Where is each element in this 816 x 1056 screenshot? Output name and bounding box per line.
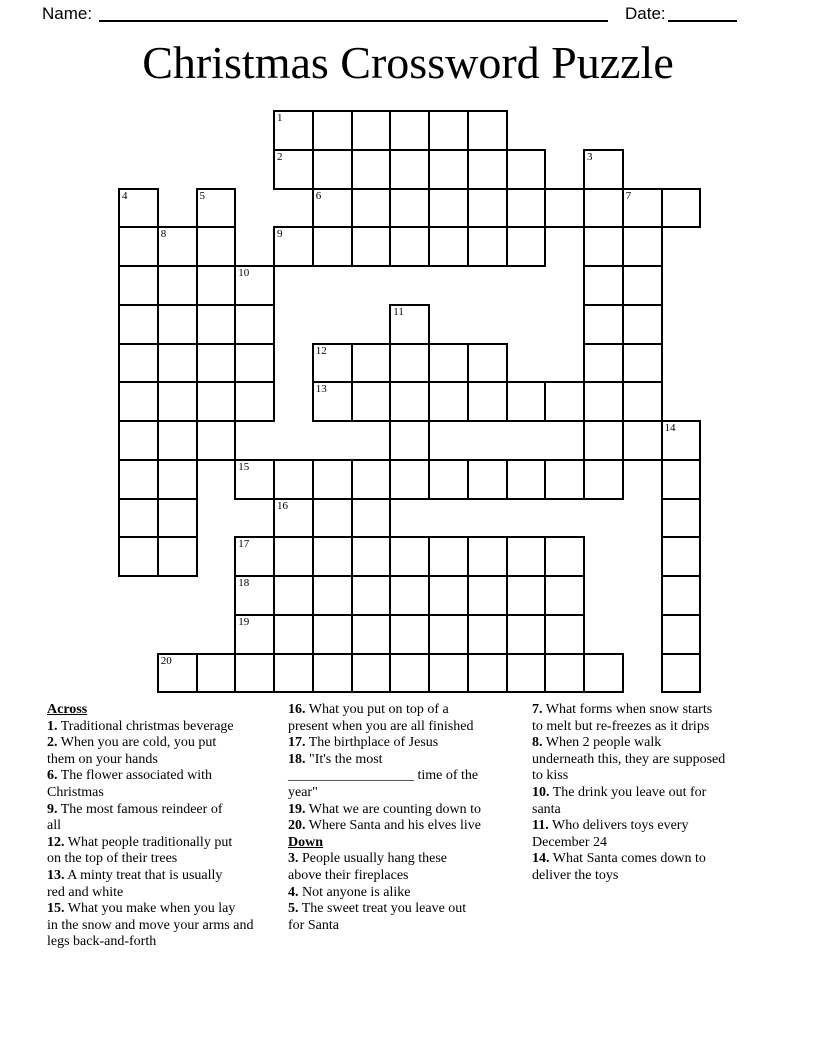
crossword-cell [389, 343, 430, 384]
clue-18 [288, 752, 532, 802]
crossword-cell [351, 614, 392, 655]
crossword-cell [506, 381, 547, 422]
crossword-cell [622, 343, 663, 384]
crossword-cell [467, 110, 508, 151]
crossword-cell [389, 188, 430, 229]
clue-number-label: 13. [47, 867, 65, 883]
cell-number-7: 7 [625, 189, 632, 202]
crossword-cell [467, 381, 508, 422]
crossword-cell [467, 459, 508, 500]
crossword-cell [312, 188, 353, 229]
clue-9 [47, 802, 289, 835]
crossword-cell [196, 381, 237, 422]
cell-number-15: 15 [238, 460, 250, 473]
crossword-cell [622, 381, 663, 422]
crossword-cell [157, 381, 198, 422]
crossword-cell [351, 498, 392, 539]
clue-number-label: 20. [288, 818, 306, 834]
crossword-cell [118, 265, 159, 306]
crossword-cell [389, 149, 430, 190]
clue-text: When you are cold, you put them on your hands [47, 735, 217, 767]
clue-number-label: 5. [288, 901, 299, 917]
crossword-cell [622, 420, 663, 461]
crossword-cell [118, 536, 159, 577]
clue-text: The most famous reindeer of all [47, 801, 223, 834]
crossword-cell [428, 110, 469, 151]
crossword-cell [273, 536, 314, 577]
crossword-cell [428, 226, 469, 267]
crossword-cell [312, 614, 353, 655]
clue-number-label: 16. [288, 702, 306, 717]
crossword-cell [583, 343, 624, 384]
crossword-cell [312, 459, 353, 500]
crossword-cell [467, 536, 508, 577]
crossword-cell [661, 459, 702, 500]
crossword-cell [389, 536, 430, 577]
crossword-cell [428, 575, 469, 616]
crossword-cell [157, 459, 198, 500]
clue-column-1 [47, 702, 289, 951]
crossword-cell [351, 536, 392, 577]
crossword-cell [661, 188, 702, 229]
crossword-cell [273, 575, 314, 616]
cell-number-19: 19 [238, 615, 250, 628]
crossword-cell [544, 459, 585, 500]
date-blank-line [668, 20, 737, 22]
crossword-cell [506, 188, 547, 229]
crossword-cell [196, 226, 237, 267]
crossword-cell [428, 149, 469, 190]
crossword-cell [157, 226, 198, 267]
clue-number-label: 19. [288, 801, 306, 817]
crossword-cell [389, 575, 430, 616]
clue-number-label: 8. [532, 735, 543, 751]
crossword-cell [118, 459, 159, 500]
clue-text: What people traditionally put on the top of their trees [47, 834, 233, 867]
crossword-cell [312, 149, 353, 190]
crossword-cell [157, 498, 198, 539]
name-blank-line [99, 20, 608, 22]
crossword-cell [196, 265, 237, 306]
cell-number-13: 13 [315, 383, 327, 396]
crossword-cell [428, 653, 469, 694]
crossword-cell [467, 575, 508, 616]
crossword-cell [583, 149, 624, 190]
cell-number-2: 2 [277, 150, 283, 163]
crossword-cell [234, 614, 275, 655]
crossword-cell [583, 653, 624, 694]
clue-number-label: 7. [532, 702, 543, 717]
crossword-cell [583, 226, 624, 267]
crossword-cell [583, 265, 624, 306]
date-label: Date: [625, 4, 666, 23]
crossword-cell [661, 498, 702, 539]
clue-6 [47, 768, 289, 801]
clue-number-label: 18. [288, 751, 306, 767]
crossword-cell [506, 149, 547, 190]
cell-number-1: 1 [277, 112, 283, 124]
crossword-cell [506, 575, 547, 616]
crossword-cell [273, 459, 314, 500]
clue-number-label: 2. [47, 735, 58, 751]
crossword-cell [273, 653, 314, 694]
clue-8 [532, 735, 782, 785]
clue-20 [288, 818, 532, 835]
crossword-cell [544, 188, 585, 229]
crossword-cell [157, 265, 198, 306]
clue-number-label: 12. [47, 834, 65, 850]
crossword-cell [312, 653, 353, 694]
crossword-cell [583, 188, 624, 229]
cell-number-16: 16 [277, 499, 288, 512]
clue-number-label: 10. [532, 784, 550, 800]
crossword-cell [583, 381, 624, 422]
crossword-cell [389, 226, 430, 267]
crossword-cell [273, 226, 314, 267]
crossword-cell [351, 226, 392, 267]
clue-12 [47, 835, 289, 868]
crossword-cell [428, 343, 469, 384]
crossword-cell [661, 536, 702, 577]
clue-16 [288, 702, 532, 735]
crossword-cell [622, 265, 663, 306]
crossword-cell [234, 343, 275, 384]
crossword-cell [118, 226, 159, 267]
clue-number-label: 4. [288, 884, 299, 900]
clues-heading-across: Across [47, 702, 88, 717]
crossword-cell [157, 304, 198, 345]
clue-3 [288, 851, 532, 884]
cell-number-8: 8 [160, 228, 167, 241]
crossword-cell [157, 343, 198, 384]
crossword-cell [312, 343, 353, 384]
crossword-cell [157, 536, 198, 577]
crossword-cell [661, 653, 702, 694]
crossword-cell [312, 381, 353, 422]
crossword-cell [506, 653, 547, 694]
clue-column-3 [532, 702, 782, 885]
clue-text: What we are counting down to [308, 801, 481, 817]
crossword-cell [583, 420, 624, 461]
clue-text: What you make when you lay in the snow and move your arms and legs back-and-forth [47, 901, 254, 950]
crossword-cell [234, 653, 275, 694]
crossword-cell [544, 381, 585, 422]
cell-number-18: 18 [238, 577, 250, 589]
crossword-cell [312, 536, 353, 577]
cell-number-17: 17 [238, 538, 250, 551]
crossword-cell [467, 149, 508, 190]
crossword-cell [544, 614, 585, 655]
crossword-cell [234, 536, 275, 577]
cell-number-14: 14 [664, 422, 676, 434]
crossword-cell [157, 420, 198, 461]
crossword-cell [273, 614, 314, 655]
crossword-cell [234, 459, 275, 500]
clue-text: People usually hang these above their fireplaces [288, 851, 448, 883]
clue-15 [47, 901, 289, 951]
crossword-cell [428, 614, 469, 655]
clue-number-label: 11. [532, 818, 549, 834]
crossword-cell [389, 614, 430, 655]
page-title: Christmas Crossword Puzzle [142, 37, 674, 88]
clue-text: A minty treat that is usually red and white [47, 867, 223, 900]
crossword-cell [467, 343, 508, 384]
clue-text: Who delivers toys every December 24 [532, 818, 689, 850]
cell-number-6: 6 [315, 189, 322, 202]
crossword-cell [661, 575, 702, 616]
crossword-cell [196, 304, 237, 345]
clue-13 [47, 868, 289, 901]
crossword-cell [583, 304, 624, 345]
clue-text: When 2 people walk underneath this, they are supposed to kiss [532, 735, 726, 784]
crossword-cell [428, 459, 469, 500]
crossword-cell [196, 653, 237, 694]
clue-text: What Santa comes down to deliver the toys [532, 851, 706, 883]
crossword-cell [351, 575, 392, 616]
crossword-cell [661, 614, 702, 655]
cell-number-3: 3 [587, 150, 593, 163]
cell-number-11: 11 [393, 305, 404, 318]
crossword-cell [389, 110, 430, 151]
cell-number-20: 20 [160, 654, 172, 667]
crossword-cell [428, 381, 469, 422]
clue-text: The drink you leave out for santa [532, 784, 707, 817]
crossword-cell [312, 575, 353, 616]
clue-number-label: 1. [47, 718, 58, 734]
crossword-cell [351, 110, 392, 151]
crossword-cell [312, 110, 353, 151]
clue-text: What forms when snow starts to melt but re-freezes as it drips [532, 702, 713, 734]
cell-number-10: 10 [238, 267, 250, 279]
clue-5 [288, 901, 532, 934]
clue-19 [288, 802, 532, 819]
clue-10 [532, 785, 782, 818]
clue-number-label: 3. [288, 851, 299, 867]
clue-14 [532, 851, 782, 884]
crossword-cell [157, 653, 198, 694]
crossword-cell [467, 226, 508, 267]
cell-number-5: 5 [199, 189, 205, 202]
crossword-cell [389, 381, 430, 422]
crossword-cell [196, 188, 237, 229]
crossword-cell [428, 188, 469, 229]
clue-number-label: 14. [532, 851, 550, 867]
crossword-cell [428, 536, 469, 577]
crossword-cell [312, 226, 353, 267]
crossword-cell [389, 420, 430, 461]
crossword-cell [544, 536, 585, 577]
crossword-cell [196, 420, 237, 461]
crossword-cell [661, 420, 702, 461]
crossword-cell [351, 149, 392, 190]
clue-text: Where Santa and his elves live [308, 818, 481, 834]
crossword-cell [234, 265, 275, 306]
clue-column-2 [288, 702, 532, 934]
clue-text: What you put on top of a present when you are all finished [288, 702, 474, 734]
clue-text: The sweet treat you leave out for Santa [288, 901, 467, 933]
clue-17 [288, 735, 532, 752]
clue-text: Not anyone is alike [302, 884, 411, 900]
crossword-cell [622, 226, 663, 267]
clue-text: The flower associated with Christmas [47, 768, 212, 800]
crossword-cell [583, 459, 624, 500]
crossword-cell [467, 614, 508, 655]
crossword-cell [351, 343, 392, 384]
crossword-cell [506, 226, 547, 267]
crossword-cell [467, 653, 508, 694]
crossword-cell [389, 653, 430, 694]
cell-number-4: 4 [122, 189, 128, 202]
crossword-cell [622, 188, 663, 229]
clues-heading-down: Down [288, 834, 324, 850]
crossword-cell [544, 575, 585, 616]
clue-2 [47, 735, 289, 768]
crossword-cell [118, 304, 159, 345]
crossword-cell [118, 188, 159, 229]
crossword-cell [118, 381, 159, 422]
crossword-cell [234, 381, 275, 422]
crossword-cell [196, 343, 237, 384]
crossword-cell [273, 149, 314, 190]
crossword-cell [389, 459, 430, 500]
crossword-cell [544, 653, 585, 694]
crossword-cell [467, 188, 508, 229]
crossword-cell [351, 459, 392, 500]
clue-text: "It's the most __________________ time of the year" [288, 751, 479, 800]
clue-number-label: 9. [47, 801, 58, 817]
crossword-cell [118, 498, 159, 539]
cell-number-9: 9 [277, 228, 283, 241]
crossword-cell [351, 188, 392, 229]
crossword-cell [351, 381, 392, 422]
crossword-cell [118, 420, 159, 461]
crossword-cell [312, 498, 353, 539]
clue-7 [532, 702, 782, 735]
crossword-cell [273, 498, 314, 539]
crossword-cell [506, 614, 547, 655]
clue-text: Traditional christmas beverage [60, 718, 234, 734]
name-label: Name: [42, 4, 93, 23]
crossword-cell [273, 110, 314, 151]
clue-number-label: 17. [288, 735, 306, 751]
cell-number-12: 12 [315, 344, 327, 357]
crossword-cell [351, 653, 392, 694]
crossword-cell [118, 343, 159, 384]
crossword-cell [622, 304, 663, 345]
clue-number-label: 15. [47, 901, 65, 917]
clue-1 [47, 719, 289, 736]
clue-11 [532, 818, 782, 851]
clue-text: The birthplace of Jesus [308, 735, 439, 751]
clue-4 [288, 885, 532, 902]
clue-number-label: 6. [47, 768, 58, 784]
crossword-cell [234, 575, 275, 616]
crossword-cell [506, 459, 547, 500]
crossword-cell [506, 536, 547, 577]
crossword-cell [234, 304, 275, 345]
crossword-cell [389, 304, 430, 345]
